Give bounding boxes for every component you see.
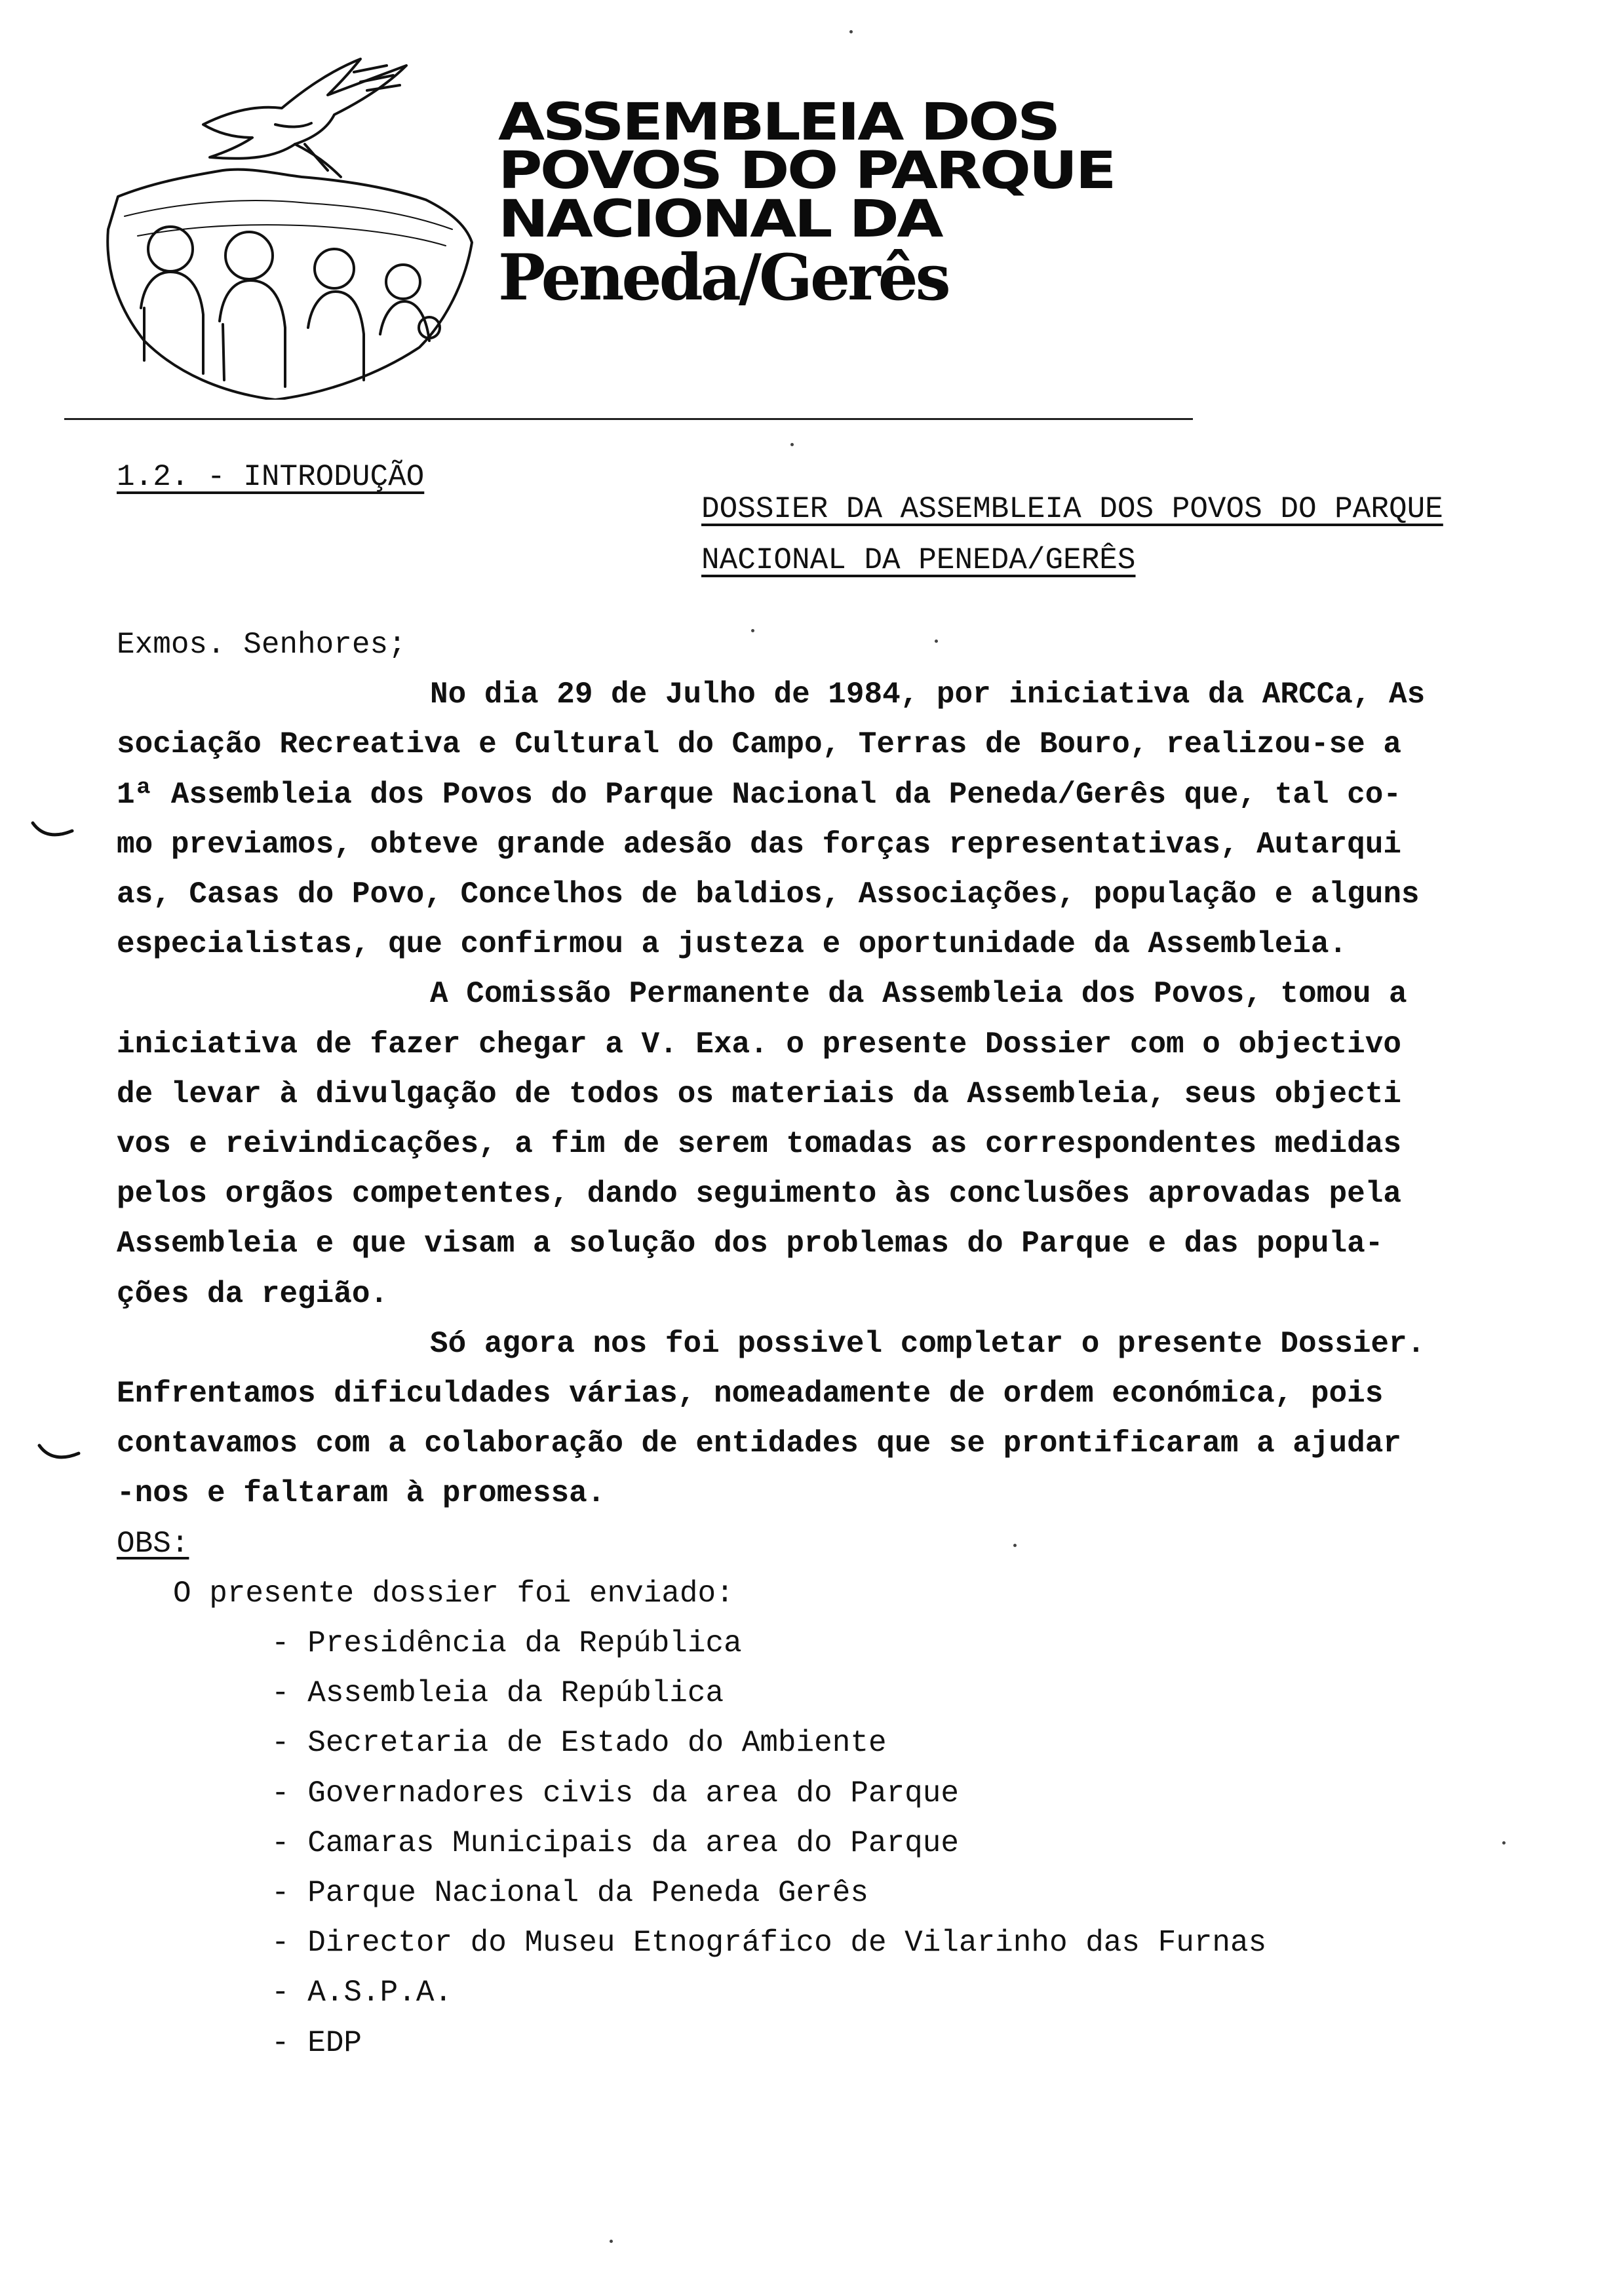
body-line: No dia 29 de Julho de 1984, por iniciativa da ARCCa, As bbox=[430, 678, 1426, 712]
recipient-item: - EDP bbox=[271, 2025, 362, 2060]
letter-body bbox=[117, 620, 1532, 2068]
recipient-item: - A.S.P.A. bbox=[271, 1976, 453, 2010]
org-name-line-4: Peneda/Gerês bbox=[498, 240, 948, 315]
recipient-item: - Director do Museu Etnográfico de Vilarinho das Furnas bbox=[271, 1926, 1267, 1961]
header-divider bbox=[64, 418, 1193, 420]
body-line: vos e reivindicações, a fim de serem tomadas as correspondentes medidas bbox=[117, 1127, 1401, 1162]
recipient-item: - Presidência da República bbox=[271, 1626, 742, 1661]
scan-speck bbox=[1013, 1544, 1017, 1547]
scan-speck bbox=[790, 443, 794, 446]
org-name-line-2: POVOS DO PARQUE bbox=[498, 142, 1114, 201]
body-line: especialistas, que confirmou a justeza e oportunidade da Assembleia. bbox=[117, 927, 1348, 962]
recipient-item: - Secretaria de Estado do Ambiente bbox=[271, 1726, 887, 1761]
organization-name bbox=[498, 93, 1114, 315]
body-line: as, Casas do Povo, Concelhos de baldios, Associações, população e alguns bbox=[117, 877, 1420, 912]
body-line: mo previamos, obteve grande adesão das forças representativas, Autarqui bbox=[117, 827, 1401, 862]
body-line: sociação Recreativa e Cultural do Campo, Terras de Bouro, realizou-se a bbox=[117, 727, 1401, 762]
body-line: -nos e faltaram à promessa. bbox=[117, 1476, 606, 1511]
recipient-item: - Assembleia da República bbox=[271, 1676, 724, 1711]
org-name-line-1: ASSEMBLEIA DOS bbox=[498, 93, 1059, 152]
dossier-title-line-2: NACIONAL DA PENEDA/GERÊS bbox=[701, 543, 1136, 577]
scan-speck bbox=[1502, 1841, 1506, 1845]
body-line: iniciativa de fazer chegar a V. Exa. o presente Dossier com o objectivo bbox=[117, 1027, 1401, 1062]
eagle-mountain-people-logo-icon bbox=[79, 46, 485, 400]
recipient-item: - Governadores civis da area do Parque bbox=[271, 1776, 959, 1810]
obs-intro: O presente dossier foi enviado: bbox=[173, 1576, 734, 1611]
scan-speck bbox=[849, 30, 853, 33]
margin-check-mark-icon bbox=[30, 819, 76, 839]
body-line: Assembleia e que visam a solução dos problemas do Parque e das popula- bbox=[117, 1227, 1384, 1261]
salutation: Exmos. Senhores; bbox=[117, 628, 406, 662]
body-line: ções da região. bbox=[117, 1276, 389, 1311]
body-line: pelos orgãos competentes, dando seguimento às conclusões aprovadas pela bbox=[117, 1177, 1401, 1212]
margin-check-mark-icon bbox=[37, 1442, 83, 1461]
scan-speck bbox=[751, 629, 754, 632]
dossier-title bbox=[701, 484, 1443, 586]
body-line: A Comissão Permanente da Assembleia dos Povos, tomou a bbox=[430, 977, 1407, 1012]
dossier-title-line-1: DOSSIER DA ASSEMBLEIA DOS POVOS DO PARQUE bbox=[701, 492, 1443, 526]
scan-speck bbox=[935, 640, 938, 643]
obs-label: OBS: bbox=[117, 1526, 189, 1561]
recipient-item: - Parque Nacional da Peneda Gerês bbox=[271, 1876, 868, 1911]
body-line: contavamos com a colaboração de entidades que se prontificaram a ajudar bbox=[117, 1426, 1401, 1461]
scan-speck bbox=[610, 2240, 613, 2243]
body-line: 1ª Assembleia dos Povos do Parque Nacional da Peneda/Gerês que, tal co- bbox=[117, 777, 1401, 812]
body-line: Enfrentamos dificuldades várias, nomeadamente de ordem económica, pois bbox=[117, 1377, 1384, 1411]
section-title: 1.2. - INTRODUÇÃO bbox=[117, 460, 425, 494]
recipient-item: - Camaras Municipais da area do Parque bbox=[271, 1826, 959, 1860]
body-line: de levar à divulgação de todos os materiais da Assembleia, seus objecti bbox=[117, 1077, 1401, 1111]
org-name-line-3: NACIONAL DA bbox=[498, 190, 941, 249]
body-line: Só agora nos foi possivel completar o presente Dossier. bbox=[430, 1326, 1426, 1361]
